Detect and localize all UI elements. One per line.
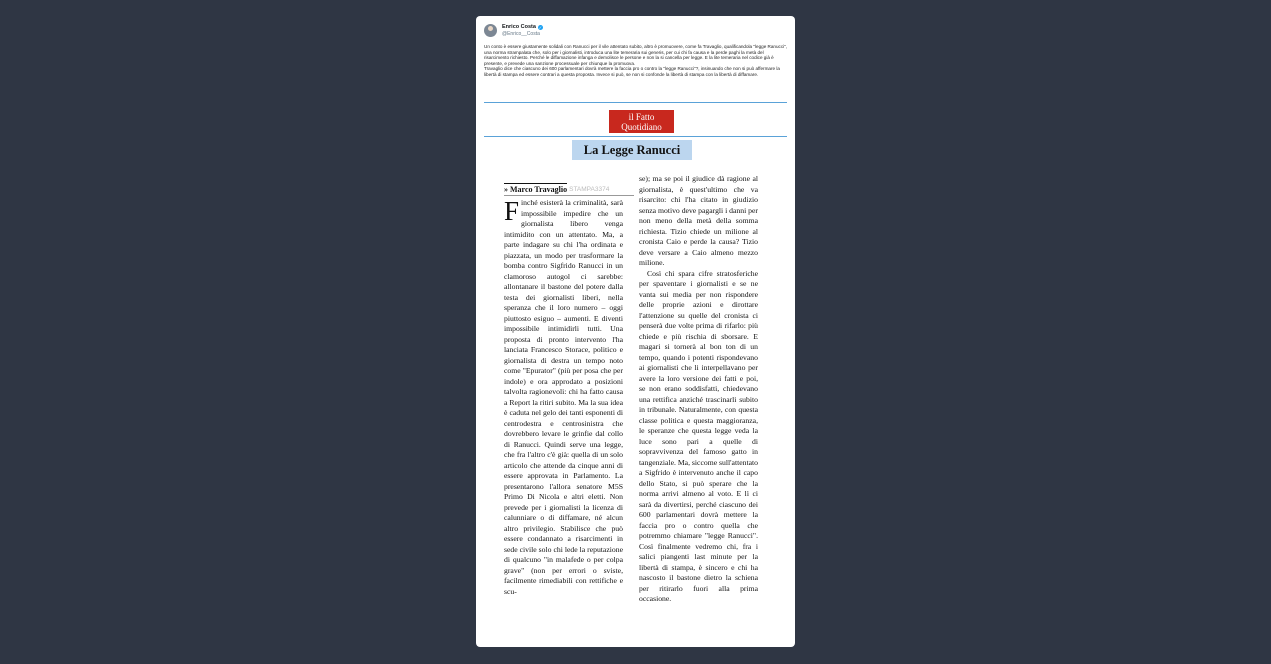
column-text: se); ma se poi il giudice dà ragione al giornalista, è quest'ultimo che va risarcito: chi l'ha citato in giudizio senza motivo deve pagargli i danni per non meno della metà della somma richiesta. Tizio chiede un milione al cronista Caio e perde la causa? Tizio deve versare a Caio almeno mezzo milione.	[639, 174, 758, 267]
tweet-paragraph: Un conto è essere giustamente solidali con Ranucci per il vile attentato subito, altro è promuovere, come fa Travaglio, qualificandola "legge Ranucci", una norma strampalata che, solo per i giornalisti, introduca una lite temeraria sui generis, per cui chi fa causa e la perde paghi la metà del risarcimento richiesto. Perché le diffamazione infanga e demolisce le persone e non la si cancella per legge. E la lite temeraria nel codice già è presente, e prevede una sanzione processuale per chiunque la promuova.	[484, 44, 788, 66]
tweet-card	[476, 16, 795, 647]
avatar[interactable]	[484, 24, 497, 37]
newspaper-logo	[609, 110, 674, 133]
tweet-paragraph: Travaglio dice che ciascuno dei 600 parlamentari dovrà mettere la faccia pro o contro la "legge Ranucci"?, insinuando che non si può affermare la libertà di stampa ed essere contrari a questa proposta. Invece si può, se non si confonde la libertà di stampa con la libertà di diffamare.	[484, 66, 780, 77]
watermark: STAMPA3374	[569, 186, 610, 193]
author-names	[502, 24, 543, 38]
article-column-right	[639, 174, 758, 624]
newspaper-clipping-image[interactable]	[484, 100, 787, 640]
column-text: Così chi spara cifre stratosferiche per spaventare i giornalisti e se ne vanta sui media per non rispondere delle proprie azioni e dirottare l'attenzione su quelle del cronista ci penserà due volte prima di rifarlo: più chiede e più rischia di sborsare. E magari si tornerà al bon ton di un tempo, quando i potenti rispondevano ai giornalisti che li interpellavano per avere la loro versione dei fatti e poi, se non erano soddisfatti, chiedevano una rettifica anziché trascinarli subito in tribunale. Naturalmente, con questa classe politica e questa maggioranza, le speranze che questa legge veda la luce sono pari a quelle di sopravvivenza del famoso gatto in tangenziale. Ma, siccome sull'attentato a Sigfrido è intervenuto anche il capo dello Stato, si può sperare che la norma arrivi almeno al voto. E lì ci sarà da divertirsi, perché ciascuno dei 600 parlamentari dovrà mettere la faccia pro o contro quella che potremmo chiamare "legge Ranucci". Così finalmente vedremo chi, fra i salici piangenti last minute per la libertà di stampa, è sincero e chi ha nascosto il bastone dietro la schiena per ritirarlo fuori alla prima occasione.	[639, 268, 758, 603]
top-rule	[484, 102, 787, 103]
column-text: inché esisterà la criminalità, sarà impossibile impedire che un giornalista libero venga intimidito con un attentato. Ma, a parte indagare su chi l'ha ordinata e piazzata, un modo per trasformare la bomba contro Sigfrido Ranucci in un clamoroso autogol ci sarebbe: allontanare il bastone del potere dalla testa dei giornalisti liberi, nella speranza che il loro numero – oggi piuttosto esiguo – aumenti. E diventi impossibile intimidirli tutti. Una proposta di pronto intervento l'ha lanciata Francesco Storace, politico e giornalista di destra un tempo noto come "Epurator" (più per posa che per indole) e ora approdato a posizioni talvolta ragionevoli: chi ha fatto causa a Report la ritiri subito. Ma la sua idea è caduta nel gelo dei tanti esponenti di centrodestra e centrosinistra che dovrebbero levare le grinfie dal collo di Ranucci. Quindi serve una legge, che fra l'altro c'è già: quella di un solo articolo che attende da cinque anni di essere approvata in Parlamento. La presentarono l'allora senatore M5S Primo Di Nicola e altri eletti. Non prevede per i giornalisti la licenza di calunniare o di diffamare, né alcun altro privilegio. Stabilisce che può essere condannato a risarcimenti in sede civile solo chi lede la reputazione di qualcuno "in malafede o per colpa grave" (non per errori o sviste, facilmente rimediabili con rettifiche e scu-	[504, 198, 623, 596]
display-name[interactable]: Enrico Costa	[502, 24, 536, 30]
byline-marker: »	[504, 185, 508, 194]
article-headline: La Legge Ranucci	[583, 143, 681, 157]
byline-rule	[504, 195, 634, 196]
name-row	[502, 24, 543, 31]
masthead-rule	[484, 136, 787, 137]
headline-highlight	[572, 140, 692, 160]
author-name: Marco Travaglio	[510, 185, 568, 194]
tweet-header	[484, 24, 543, 38]
verified-badge-icon: ✓	[538, 25, 543, 30]
tweet-text	[484, 44, 788, 78]
logo-text: il Fatto Quotidiano	[621, 112, 662, 132]
user-handle[interactable]: @Enrico__Costa	[502, 31, 540, 37]
dropcap: F	[504, 198, 520, 226]
article-column-left	[504, 198, 623, 621]
